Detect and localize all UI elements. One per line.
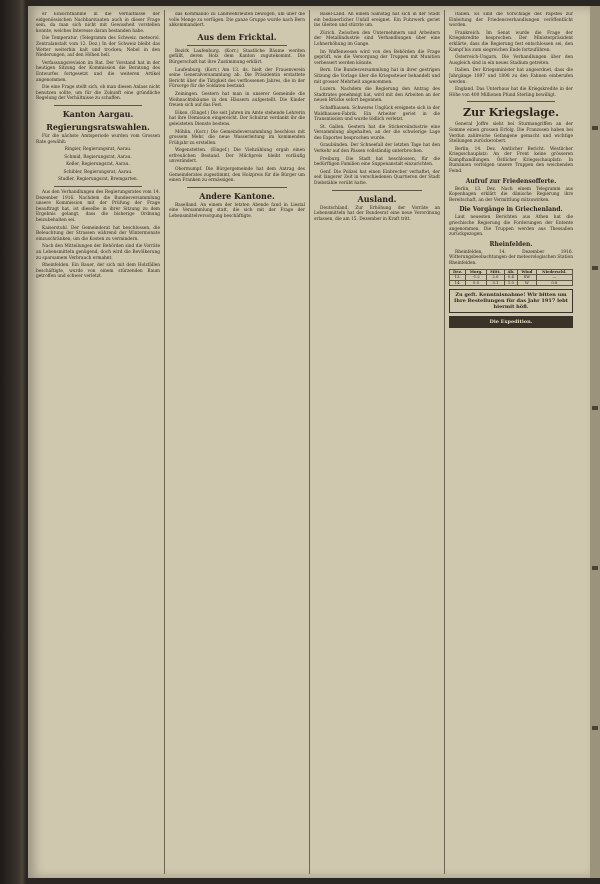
weather-table [449,269,573,287]
section-heading-ausland: Ausland. [357,193,397,204]
newspaper-page [28,6,590,878]
table-cell: 14. [450,280,466,286]
official-entry: Keller, Regierungsrat, Aarau. [66,162,130,168]
table-cell: 0.8 [536,280,572,286]
divider [54,105,142,106]
table-cell: 1.0 [504,280,517,286]
paragraph: Bezirk Laufenburg. (Korr.) Staatliche Bäume werden gefällt, deren Holz dem Kanton zugutekommt. Die Bürgerschaft hat ihre Zustimmung erklärt. [169,48,305,65]
official-entry: Studler, Regierungsrat, Bremgarten. [57,177,139,183]
table-cell: SW [518,275,537,281]
table-row [450,280,573,286]
paragraph: Laut neuesten Berichten aus Athen hat die griechische Regierung die Forderungen der Entente angenommen. Die Truppen werden aus Thessalien zurückgezogen. [449,215,573,238]
table-header-cell: Wind [518,269,537,275]
column-rule [444,10,445,874]
paragraph: Zeiningen. Gestern hat man in unserer Gemeinde die Weihnachtsbäume in den Häusern aufgestellt. Die Kinder freuen sich auf das Fest. [169,91,305,109]
section-heading-aargau: Kanton Aargau. [62,108,134,119]
divider [54,186,142,187]
paragraph: Möhlin. (Korr.) Die Gemeindeversammlung beschloss mit grossem Mehr, die neue Wasserleitung im kommenden Frühjahr zu erstellen. [169,129,305,146]
column-rule [164,10,165,874]
column-3 [314,12,440,872]
paragraph: Genf. Die Polizei hat einen Einbrecher verhaftet, der seit längerer Zeit in verschiedenen Quartieren der Stadt Diebstähle verübt hatte. [314,169,440,187]
paragraph: das Kommando zu Landwehrleuten bewogen, um über die volle Menge zu verfügen. Die ganze Gruppe wurde nach Bern abkommandiert. [169,12,305,29]
paragraph: General Joffre sieht bei Sturmangriffen an der Somme einen grossen Erfolg. Die Franzosen haben bei Verdun zahlreiche Gefangene gemacht und wichtige Stellungen zurückerobert. [449,122,573,145]
paragraph: Kaiserstuhl. Der Gemeinderat hat beschlossen, die Beleuchtung der Strassen während der Wintermonate einzuschränken, um die Kosten zu vermindern. [36,225,160,242]
paragraph: Italien. Der Kriegsminister hat angeordnet, dass die Jahrgänge 1897 und 1898 zu den Fahnen einberufen werden. [449,68,573,85]
paragraph: Österreich-Ungarn. Die Verhandlungen über den Ausgleich sind in ein neues Stadium getreten. [449,55,573,66]
expedition-notice: Die Expedition. [449,316,573,328]
table-cell: 13. [450,275,466,281]
table-header-cell: Niederschl. [536,269,572,275]
divider [187,187,287,188]
paragraph: Schaffhausen. Schweres Unglück ereignete sich in der Waldhausen-Fabrik. Ein Arbeiter geriet in die Transmission und wurde tödlich verletzt. [314,105,440,123]
paragraph: Für die nächste Amtsperiode wurden vom Grossen Rate gewählt: [36,133,160,145]
paragraph: Rheinfelden. Ein Bauer, der sich mit dem Holzfällen beschäftigte, wurde von einem stürzenden Baum getroffen und schwer verletzt. [36,263,160,280]
paragraph: Graubünden. Der Schneefall der letzten Tage hat den Verkehr auf den Pässen vollständig unterbrochen. [314,143,440,155]
column-rule [309,10,310,874]
paragraph: Deutschland. Zur Erhöhung der Vorräte an Lebensmitteln hat der Bundesrat eine neue Verordnung erlassen, die am 15. Dezember in Kraft tritt. [314,205,440,222]
table-header-cell: Morg. [466,269,487,275]
paragraph: Nach den Mitteilungen der Behörden sind die Vorräte an Lebensmitteln genügend, doch wird die Bevölkerung zu sparsamem Verbrauch ermahnt. [36,244,160,261]
subheading: Rheinfelden. [489,240,533,248]
paragraph: Berlin, 14. Dez. Amtlicher Bericht. Westlicher Kriegsschauplatz: An der Front keine grösseren Kampfhandlungen. Östlicher Kriegsschauplatz: In Rumänien verfolgen unsere Truppen den weichenden Feind. [449,146,573,175]
paragraph: England. Das Unterhaus hat die Kriegskredite in der Höhe von 400 Millionen Pfund Sterling bewilligt. [449,87,573,98]
section-heading-fricktal: Aus dem Fricktal. [197,31,277,42]
divider [332,190,422,191]
subheading: Aufruf zur Friedensofferte. [465,177,557,185]
section-heading-andere-kantone: Andere Kantone. [199,190,275,201]
paragraph: Rheinfelden, 14. Dezember 1916. Witterungsbeobachtungen der meteorologischen Station Rheinfelden. [449,249,573,266]
paragraph: Baselland. An einem der letzten Abende fand in Liestal eine Versammlung statt, die sich mit der Frage der Lebensmittelversorgung beschäftigte. [169,202,305,220]
edge-mark [592,266,598,270]
table-cell: 0.5 [466,280,487,286]
edge-mark [592,726,598,730]
paragraph: er Einsichtnahme in die Verhältnisse der eidgenössischen Nachbarstaaten auch in dieser Frage sein, da man sich nicht mit Gewissheit vorstellen konnte, welches Interesse daran bestanden habe. [36,12,160,34]
paragraph: Wegenstetten. (Eingef.) Die Viehzählung ergab einen erfreulichen Bestand. Der Milchpreis bleibt vorläufig unverändert. [169,148,305,165]
paragraph: Italien. Es sind die Vorschläge des Papstes zur Einleitung der Friedensverhandlungen veröffentlicht worden. [449,12,573,29]
table-cell: -1.2 [466,275,487,281]
paragraph: Berlin, 13. Dez. Nach einem Telegramm aus Kopenhagen erklärt die dänische Regierung ihre Bereitschaft, an der Vermittlung mitzuwirken. [449,186,573,203]
table-cell: 2.0 [486,275,504,281]
paragraph: Eiken. (Eingef.) Die seit Jahren im Amte stehende Lehrerin hat ihre Demission eingereicht. Der Schulrat verdankt ihr die geleisteten Dienste bestens. [169,110,305,127]
adjacent-page-edge [590,6,600,878]
subheading: Die Vorgänge in Griechenland. [459,206,563,214]
column-2 [169,12,305,872]
official-entry: Schibler, Regierungsrat, Aarau. [63,169,133,175]
paragraph: Laufenburg. (Korr.) Am 13. ds. hielt der Frauenverein seine Generalversammlung ab. Die Präsidentin erstattete Bericht über die Tätigkeit des verflossenen Jahres, die in der Fürsorge für die Soldaten bestand. [169,67,305,90]
divider [467,101,555,102]
table-cell: W [518,280,537,286]
paragraph: Im Waffenwesen wird von den Behörden die Frage geprüft, wie die Versorgung der Truppen mit Munition verbessert werden könnte. [314,49,440,66]
edge-mark [592,566,598,570]
paragraph: Basel-Land. An einem Samstag hat sich in der Stadt ein bedauerlicher Unfall ereignet. Ein Fuhrwerk geriet ins Gleiten und stürzte um. [314,12,440,29]
table-header-cell: Dez. [450,269,466,275]
table-cell: 3.1 [486,280,504,286]
section-heading-kriegslage: Zur Kriegslage. [463,106,559,120]
edge-mark [592,406,598,410]
table-cell: 0.4 [504,275,517,281]
paragraph: Die eine Frage stellt sich, ob man diesen Anlass nicht benutzen sollte, um für die Zukunft eine gründliche Regelung der Verhältnisse zu schaffen. [36,85,160,102]
edge-mark [592,126,598,130]
paragraph: Luzern. Nachdem die Regierung den Antrag des Stadtrates genehmigt hat, wird mit den Arbeiten an der neuen Brücke sofort begonnen. [314,87,440,104]
paragraph: Verfassungsrevision im Rat. Der Vorstand hat in der heutigen Sitzung der Kommission die Beratung des Entwurfes fortgesetzt und die weiteren Artikel angenommen. [36,60,160,83]
column-4 [449,12,573,872]
paragraph: Zürich. Zwischen den Unternehmern und Arbeitern der Metallindustrie sind Verhandlungen über eine Lohnerhöhung im Gange. [314,30,440,47]
paragraph: Obermumpf. Die Bürgergemeinde hat dem Antrag des Gemeinderates zugestimmt, den Holzpreis für die Bürger um einen Franken zu ermässigen. [169,167,305,184]
section-subheading: Regierungsratswahlen. [46,121,150,132]
paragraph: Die Temperatur. (Telegramm des Schweiz. meteorol. Zentralanstalt vom 12. Dez.) In der Schweiz bleibt das Wetter weiterhin kalt und trocken; Nebel in den Niederungen, auf den Höhen hell. [36,36,160,59]
paragraph: Aus den Verhandlungen des Regierungsrates vom 14. Dezember 1916. Nachdem die Bundesversammlung unsere Kommission mit der Prüfung der Frage beauftragt hat, ist dieselbe in ihrer Sitzung zu dem Ergebnis gelangt, dass die bisherige Ordnung beizubehalten sei. [36,190,160,224]
paragraph: Frankreich. Im Senat wurde die Frage der Kriegskredite besprochen. Der Ministerpräsident erklärte, dass die Regierung fest entschlossen sei, den Kampf bis zum siegreichen Ende fortzuführen. [449,30,573,53]
subscription-notice: Zu geft. Kenntnisnahme! Wir bitten um Ihre Bestellungen für das Jahr 1917 lebt hiermit höfl. [449,289,573,313]
paragraph: Bern. Die Bundesversammlung hat in ihrer gestrigen Sitzung die Vorlage über die Kriegssteuer behandelt und mit grosser Mehrheit angenommen. [314,68,440,85]
table-header-cell: Ab. [504,269,517,275]
table-header-cell: Mitt. [486,269,504,275]
paragraph: Freiburg. Die Stadt hat beschlossen, für die bedürftigen Familien eine Suppenanstalt einzurichten. [314,156,440,168]
divider [187,45,287,46]
paragraph: St. Gallen. Gestern hat die Stickereiindustrie eine Versammlung abgehalten, an der die schwierige Lage des Exportes besprochen wurde. [314,124,440,141]
official-entry: Ringier, Regierungsrat, Aarau. [64,147,132,153]
column-1 [36,12,160,872]
table-cell: — [536,275,572,281]
official-entry: Schmid, Regierungsrat, Aarau. [64,154,132,160]
